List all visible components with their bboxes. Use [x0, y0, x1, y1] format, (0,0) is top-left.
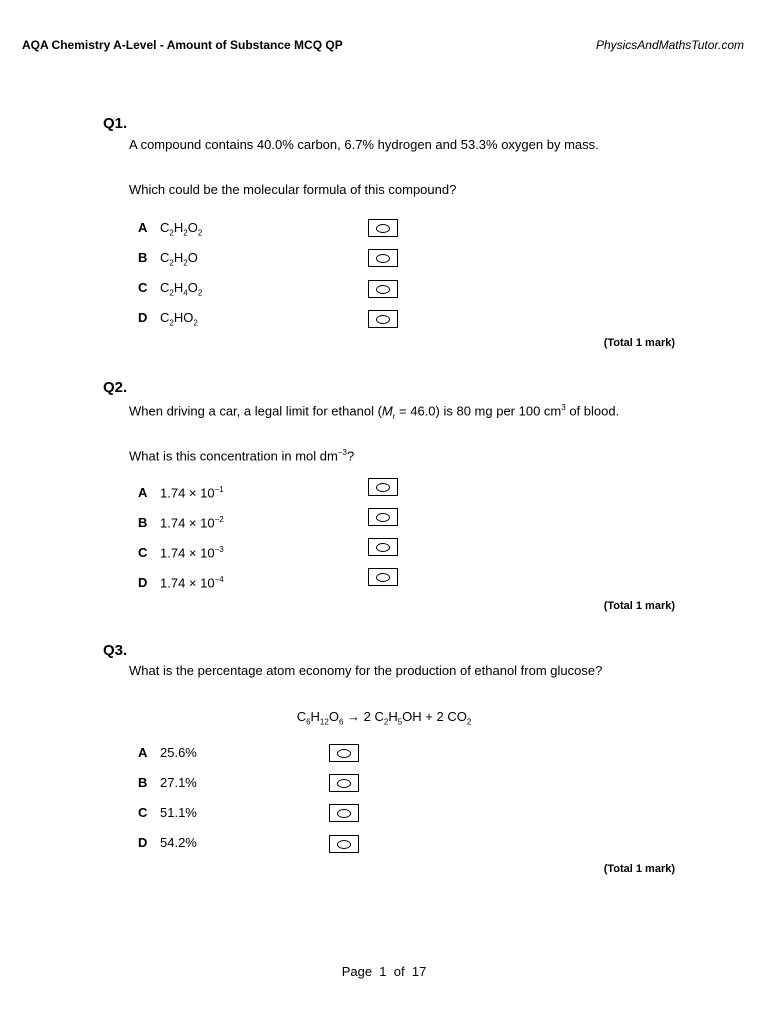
question-3-answer-a-box[interactable] [329, 744, 359, 762]
question-1-prompt: Which could be the molecular formula of this compound? [129, 182, 457, 197]
question-1-text: A compound contains 40.0% carbon, 6.7% hydrogen and 53.3% oxygen by mass. [129, 137, 599, 152]
answer-oval-icon [337, 809, 351, 818]
question-2-option-c: C $1.74 \times 10^{-3}$ [138, 545, 224, 561]
question-1-option-b: B $C_2H_2O$ [138, 250, 198, 268]
answer-oval-icon [376, 483, 390, 492]
question-2-answer-b-box[interactable] [368, 508, 398, 526]
question-1-total-mark: (Total 1 mark) [603, 337, 675, 349]
question-2-text: When driving a car, a legal limit for ethanol $(M_r = 46.0)$ is 80 mg per 100 $cm^3$ of blood. [129, 403, 620, 421]
header-site: PhysicsAndMathsTutor.com [595, 38, 744, 52]
question-1-answer-b-box[interactable] [368, 249, 398, 267]
question-3-option-a: A 25.6% [138, 745, 197, 760]
answer-oval-icon [376, 254, 390, 263]
answer-oval-icon [376, 315, 390, 324]
question-2-prompt: What is this concentration in mol $dm^{-3}$? [129, 448, 355, 464]
answer-oval-icon [376, 285, 390, 294]
answer-oval-icon [376, 513, 390, 522]
question-2-answer-c-box[interactable] [368, 538, 398, 556]
header-title: AQA Chemistry A-Level - Amount of Substance MCQ QP [22, 38, 343, 52]
question-1-answer-d-box[interactable] [368, 310, 398, 328]
question-3-number: Q3. [103, 642, 128, 659]
question-1-answer-c-box[interactable] [368, 280, 398, 298]
question-2-option-d: D $1.74 \times 10^{-4}$ [138, 575, 224, 591]
question-3-option-c: C 51.1% [138, 805, 197, 820]
answer-oval-icon [337, 779, 351, 788]
question-2-number: Q2. [103, 379, 128, 396]
question-1-option-a: A $C_2H_2O_2$ [138, 220, 203, 238]
question-3-text: What is the percentage atom economy for the production of ethanol from glucose? [129, 663, 603, 678]
question-1-option-d: D $C_2HO_2$ [138, 310, 198, 328]
question-3-option-d: D 54.2% [138, 835, 197, 850]
question-1-answer-a-box[interactable] [368, 219, 398, 237]
question-1-number: Q1. [103, 115, 128, 132]
answer-oval-icon [376, 573, 390, 582]
answer-oval-icon [376, 543, 390, 552]
answer-oval-icon [337, 840, 351, 849]
question-3-answer-c-box[interactable] [329, 804, 359, 822]
question-2-total-mark: (Total 1 mark) [603, 600, 675, 612]
question-3-total-mark: (Total 1 mark) [603, 863, 675, 875]
reaction-equation: $C_6H_{12}O_6 \to 2$ $C_2H_5OH + 2$ $CO_2$ [296, 709, 472, 727]
question-3-option-b: B 27.1% [138, 775, 197, 790]
answer-oval-icon [376, 224, 390, 233]
question-2-option-a: A $1.74 \times 10^{-1}$ [138, 485, 224, 501]
question-2-answer-a-box[interactable] [368, 478, 398, 496]
answer-oval-icon [337, 749, 351, 758]
question-2-answer-d-box[interactable] [368, 568, 398, 586]
question-1-option-c: C $C_2H_4O_2$ [138, 280, 203, 298]
question-3-answer-b-box[interactable] [329, 774, 359, 792]
question-3-answer-d-box[interactable] [329, 835, 359, 853]
question-2-option-b: B $1.74 \times 10^{-2}$ [138, 515, 224, 531]
page-footer: Page 1 of 17 [341, 964, 427, 979]
